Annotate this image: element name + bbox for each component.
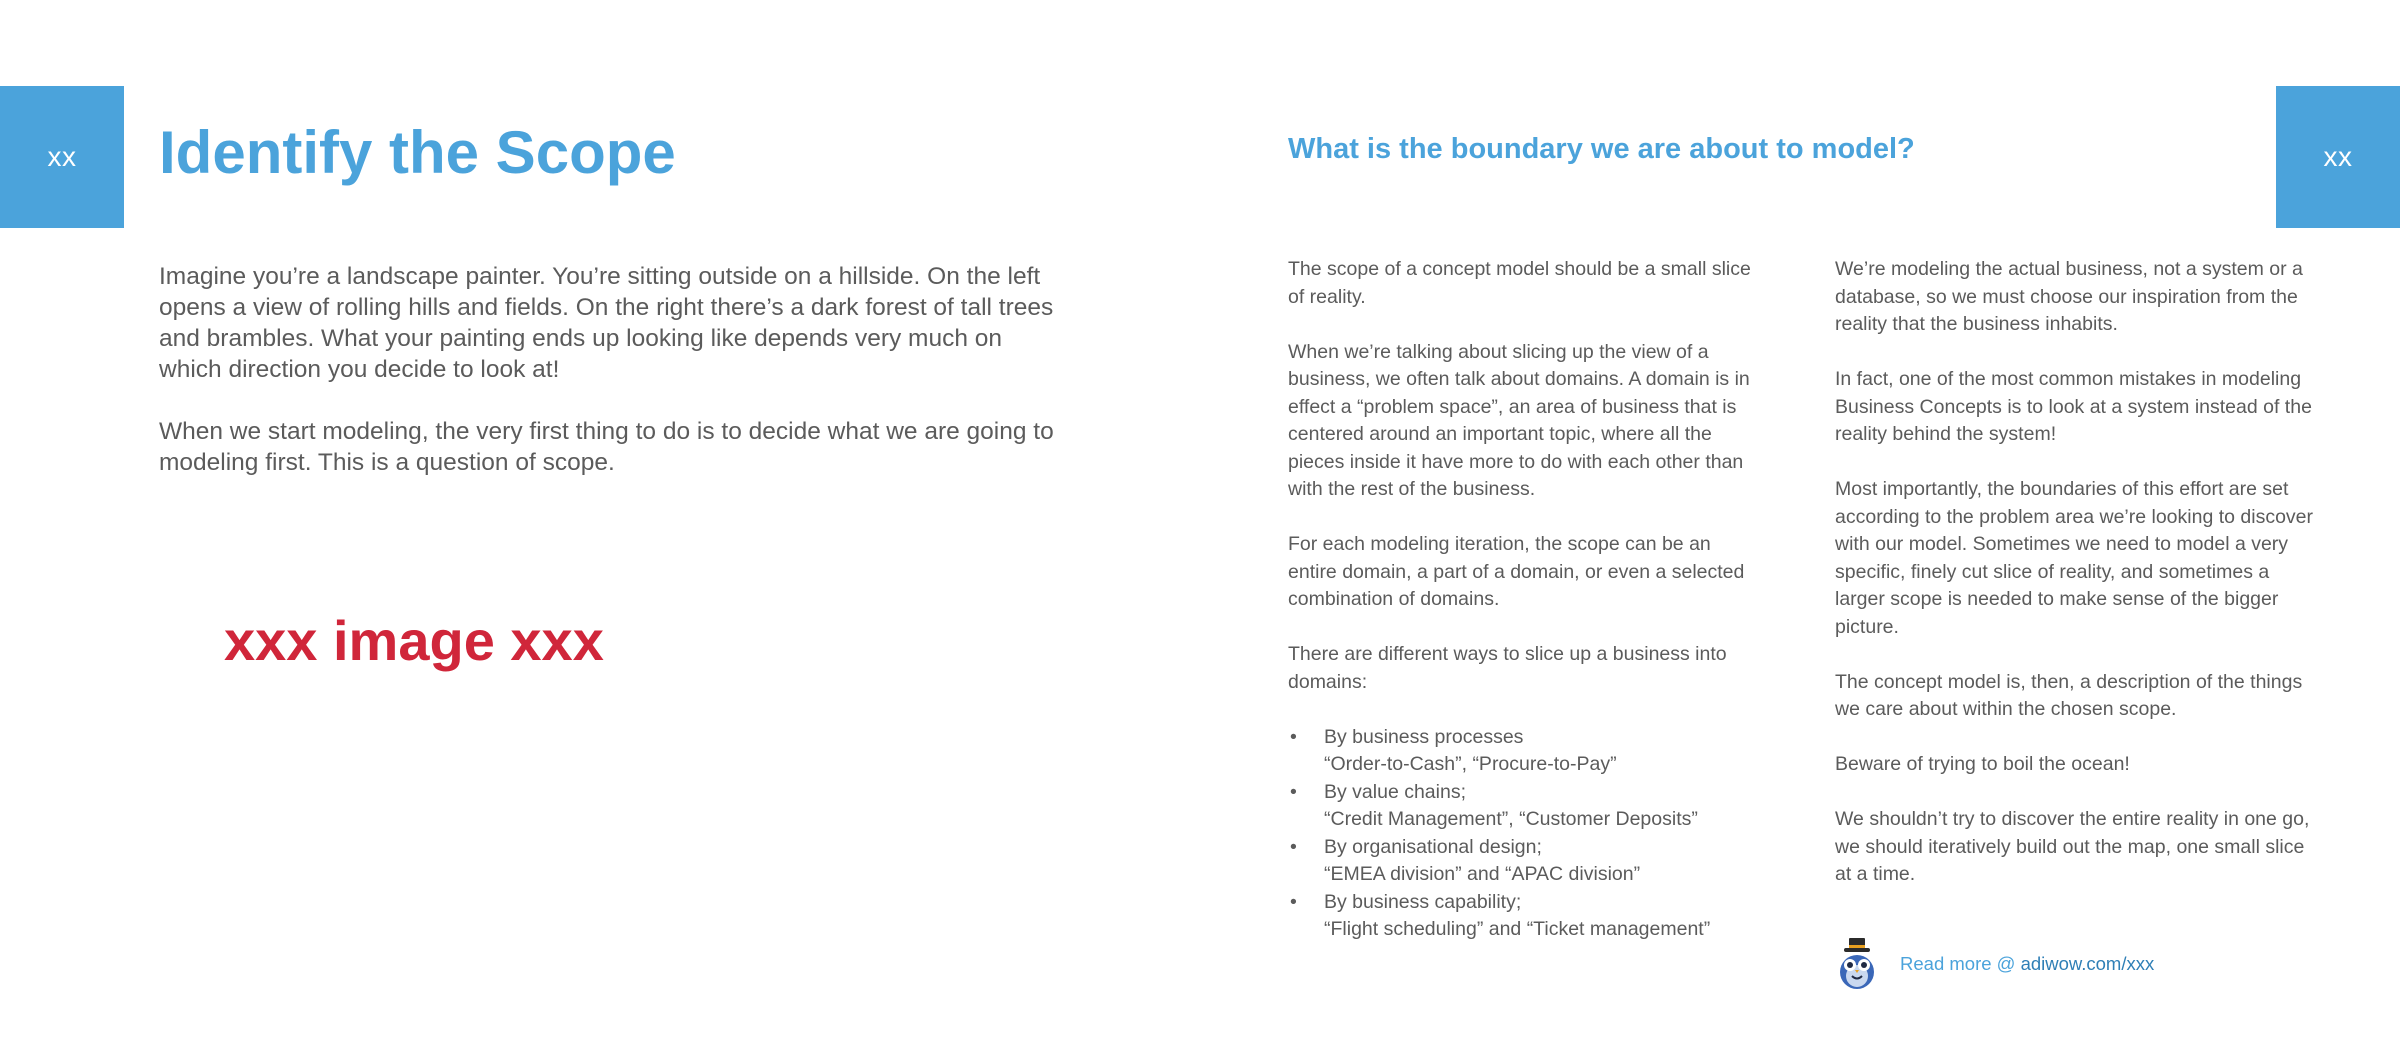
text-column-1 — [1288, 256, 1758, 944]
body-paragraph: The concept model is, then, a description of the things we care about within the chosen scope. — [1835, 670, 2303, 720]
intro-text — [159, 261, 1059, 509]
bullet-icon: • — [1290, 835, 1297, 858]
body-paragraph: We’re modeling the actual business, not a system or a database, so we must choose our inspiration from the reality that the business inhabits. — [1835, 258, 2303, 335]
page-marker-left-text: xx — [47, 141, 77, 172]
page-marker-right — [2276, 86, 2400, 228]
page-title: Identify the Scope — [159, 119, 676, 186]
section-heading: What is the boundary we are about to model? — [1288, 133, 1915, 165]
list-item-label: By value chains; — [1324, 780, 1466, 803]
body-paragraph: Beware of trying to boil the ocean! — [1835, 753, 2130, 775]
list-item-example: “Credit Management”, “Customer Deposits” — [1324, 808, 1698, 830]
list-item — [1288, 779, 1758, 834]
list-item-example: “EMEA division” and “APAC division” — [1324, 863, 1641, 885]
bullet-icon: • — [1290, 725, 1297, 748]
list-item-label: By business capability; — [1324, 890, 1522, 913]
body-paragraph: We shouldn’t try to discover the entire reality in one go, we should iteratively build out the map, one small slice at a time. — [1835, 808, 2310, 885]
read-more-link[interactable]: adiwow.com/xxx — [2020, 953, 2155, 974]
page-marker-left — [0, 86, 124, 228]
body-paragraph: For each modeling iteration, the scope can be an entire domain, a part of a domain, or even a selected combination of domains. — [1288, 533, 1745, 610]
bullet-icon: • — [1290, 890, 1297, 913]
page-marker-right-text: xx — [2323, 141, 2353, 172]
read-more-text — [1900, 953, 2154, 975]
bullet-icon: • — [1290, 780, 1297, 803]
body-paragraph: There are different ways to slice up a business into domains: — [1288, 643, 1727, 693]
list-item — [1288, 834, 1758, 889]
read-more-prefix: Read more @ — [1900, 953, 2021, 974]
intro-paragraph: When we start modeling, the very first thing to do is to decide what we are going to modeling first. This is a question of scope. — [159, 418, 1054, 476]
list-item-label: By business processes — [1324, 725, 1524, 748]
owl-mascot-icon — [1834, 938, 1880, 990]
list-item-label: By organisational design; — [1324, 835, 1542, 858]
image-placeholder: xxx image xxx — [224, 609, 604, 672]
domain-slicing-list — [1288, 724, 1758, 944]
list-item-example: “Flight scheduling” and “Ticket management” — [1324, 918, 1711, 940]
list-item — [1288, 724, 1758, 779]
body-paragraph: When we’re talking about slicing up the view of a business, we often talk about domains. A domain is in effect a “problem space”, an area of business that is centered around an important topic, where all the pieces inside it have more to do with each other than with the rest of the business. — [1288, 340, 1750, 500]
text-column-2 — [1835, 256, 2315, 916]
list-item — [1288, 889, 1758, 944]
read-more — [1834, 938, 2154, 990]
body-paragraph: The scope of a concept model should be a small slice of reality. — [1288, 258, 1751, 308]
intro-paragraph: Imagine you’re a landscape painter. You’re sitting outside on a hillside. On the left opens a view of rolling hills and fields. On the right there’s a dark forest of tall trees and brambles. What your painting ends up looking like depends very much on which direction you decide to look at! — [159, 263, 1054, 383]
body-paragraph: Most importantly, the boundaries of this effort are set according to the problem area we’re looking to discover with our model. Sometimes we need to model a very specific, finely cut slice of reality, and sometimes a larger scope is needed to make sense of the bigger picture. — [1835, 478, 2314, 638]
body-paragraph: In fact, one of the most common mistakes in modeling Business Concepts is to look at a system instead of the reality behind the system! — [1835, 368, 2312, 445]
list-item-example: “Order-to-Cash”, “Procure-to-Pay” — [1324, 753, 1617, 775]
